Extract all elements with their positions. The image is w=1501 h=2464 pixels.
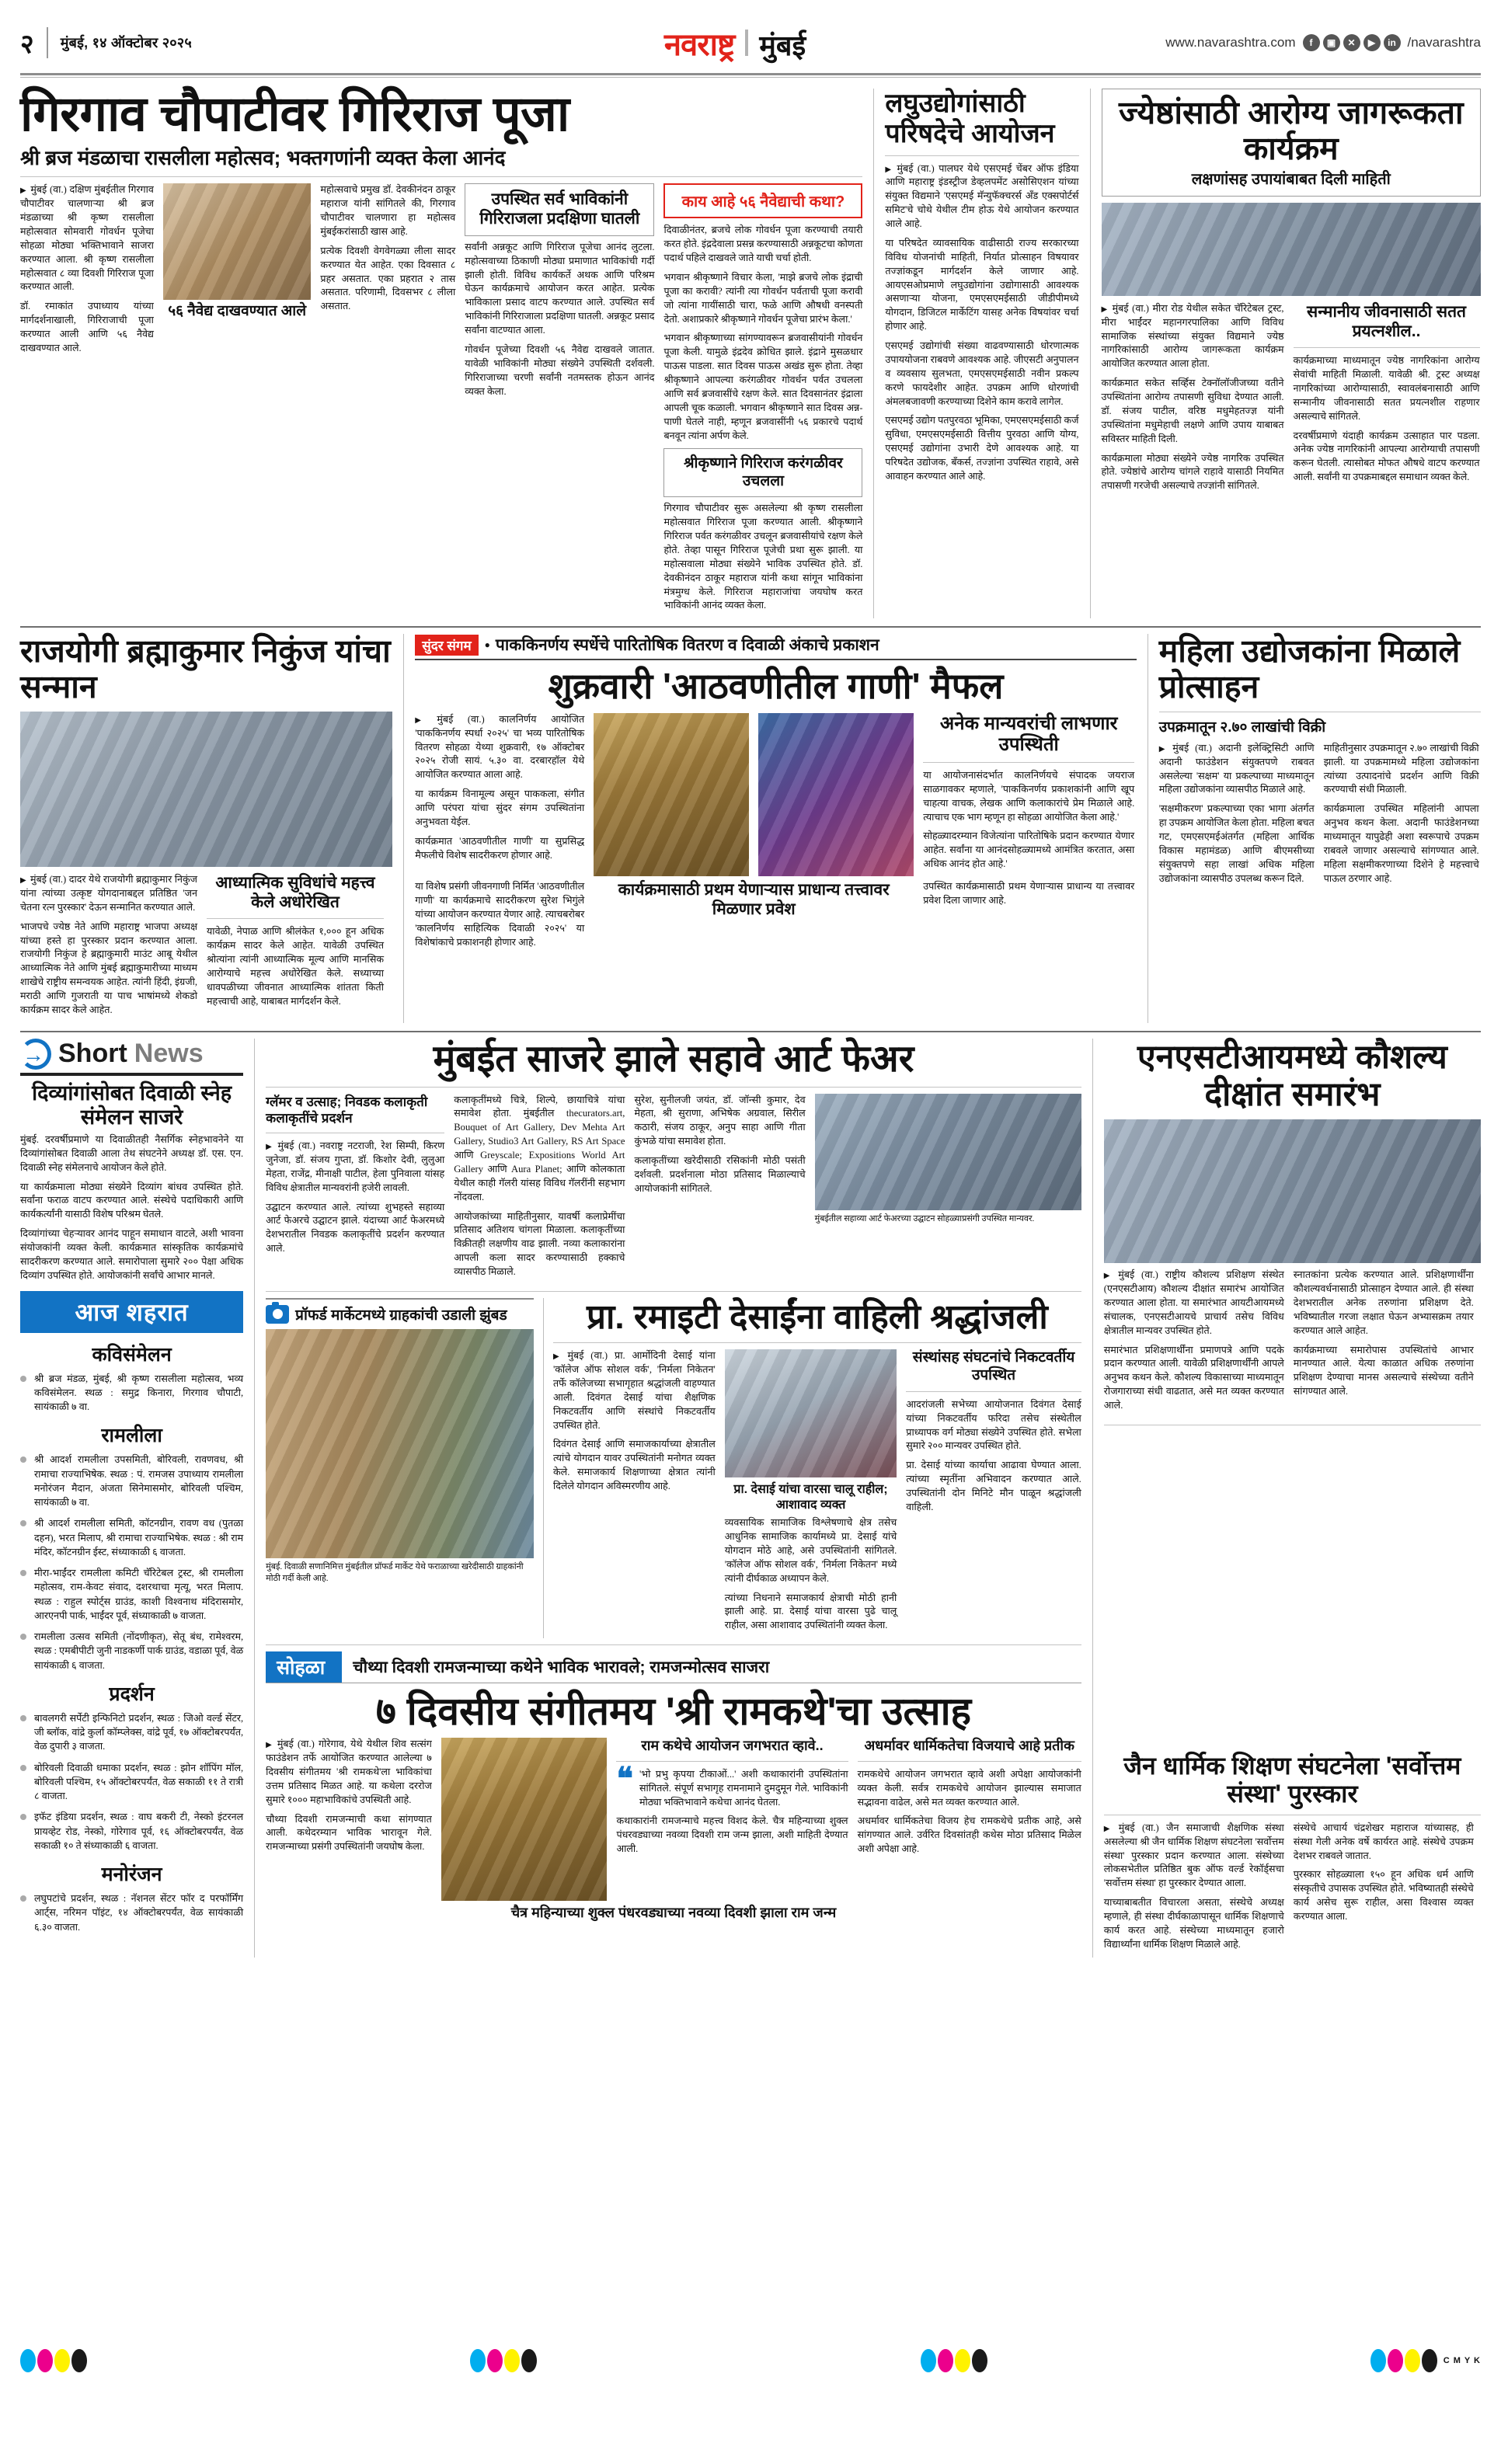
cmyk-label: C M Y K [1443,2356,1481,2365]
sohala-quote: 'भो प्रभु कृपया टीकाओं...' अशी कथाकारांनी उपस्थितांना सांगितले. संपूर्ण सभागृह रामनामाने दुमदुमून गेले. भाविकांनी मोठ्या भक्तिभावाने कथेचा आनंद घेतला. [639,1768,848,1808]
magenta-dot [1388,2349,1403,2372]
cmyk-marks-center-right [921,2349,987,2372]
sangam-headline: शुक्रवारी 'आठवणीतील गाणी' मैफल [548,666,1004,707]
sangam-paragraph: या आयोजनासंदर्भात कालनिर्णयचे संपादक जयराज साळगावकर म्हणाले, 'पाककिनर्णय प्रकाशकांनी आणि खूप चाहत्या वाचक, लेखक आणि कलाकारांचे प्रेम मिळाले आहे. त्याचाच एक भाग म्हणून हा सोहळा आयोजित केला आहे.' [923,769,1135,823]
red-box-p1: दिवाळीनंतर, ब्रजचे लोक गोवर्धन पूजा करण्याची तयारी करत होते. इंद्रदेवाला प्रसन्न करण्यासाठी अन्नकूटचा कोणता पदार्थ पहिले दाखवले जाते याची चर्चा होती. [663,224,863,264]
section-title: कविसंमेलन [92,1343,172,1366]
cmyk-marks-left [20,2349,87,2372]
health-text-right [1294,302,1480,499]
sohala-paragraph: कथाकारांनी रामजन्माचे महत्त्व विशद केले. चैत्र महिन्याच्या शुक्ल पंधरवड्याच्या नवव्या दिवशी राम जन्म झाला, अशी माहिती देण्यात आली. [616,1815,848,1855]
health-text-left [1102,302,1284,499]
box-a-body: सर्वांनी अन्नकूट आणि गिरिराज पूजेचा आनंद लुटला. महोत्सवाच्या ठिकाणी मोठ्या प्रमाणात भाविकांची गर्दी झाली होती. विविध कार्यकर्ते अथक आणि परिश्रम घेऊन कार्यक्रमाचे आयोजन करत आहेत. प्रत्येक भाविकाला प्रसाद वाटप करण्यात आले. उपस्थित सर्व भाविकांनी गिरिराजाला प्रदक्षिणा घातली. अन्नकूट प्रसाद सर्वांना वाटण्यात आला. [465,241,655,336]
sme-headline: लघुउद्योगांसाठी परिषदेचे आयोजन [885,89,1055,148]
sangam-text-1 [415,713,584,877]
sohala-kicker: चौथ्या दिवशी रामजन्माच्या कथेने भाविक भारावले; रामजन्मोत्सव साजरा [353,1658,770,1677]
footer-registration [20,2349,1481,2372]
yellow-dot [504,2349,520,2372]
sangam-text-right [923,713,1134,877]
lead-text-col-3 [320,183,455,618]
nsti-photo [1104,1119,1481,1263]
list-item: मीरा-भाईंदर रामलीला कमिटी चॅरिटेबल ट्रस्ट, श्री रामलीला महोत्सव, राम-केवट संवाद, दशरथाचा मृत्यू, भरत मिलाप. स्थळ : राहुल स्पोर्ट्स ग्राउंड, काशी विश्वनाथ मंदिरासमोर, आरएनपी पार्क, भाईंदर पूर्व, संध्याकाळी ७ वाजता. [20,1566,243,1623]
cyan-dot [470,2349,486,2372]
rajyogi-right-title: आध्यात्मिक सुविधांचे महत्त्व केले अधोरेखित [215,874,375,912]
health-story [1102,89,1481,618]
list-item: बावलगरी सर्पेटी इन्फिनिटो प्रदर्शन, स्थळ : जिओ वर्ल्ड सेंटर, जी ब्लॉक, वांद्रे कुर्ला कॉम्प्लेक्स, वांद्रे पूर्व, १७ ऑक्टोबरपर्यंत, वेळ दुपारी ३ वाजता. [20,1711,243,1754]
jain-paragraph: ▶ मुंबई (वा.) जैन समाजाची शैक्षणिक संस्था असलेल्या श्री जैन धार्मिक शिक्षण संघटनेला 'सर्वोत्तम संस्था' पुरस्कार प्रदान करण्यात आला. संस्थेच्या लोकसभेतील प्रतिष्ठित बुक ऑफ वर्ल्ड रेकॉर्ड्सचा 'सर्वोत्तम संस्था' हा पुरस्कार देण्यात आला. [1104,1822,1284,1891]
sohala-col-4 [858,1738,1081,1901]
jain-story [1104,1752,1481,1958]
lead-photo-overlay: ५६ नैवेद्य दाखवण्यात आले [168,303,307,320]
lead-box-a [465,183,654,618]
short-news-title-1: Short [58,1039,127,1069]
sohala-paragraph: रामकथेचे आयोजन जगभरात व्हावे अशी अपेक्षा आयोजकांनी व्यक्त केली. सर्वत्र रामकथेचे आयोजन झाल्यास समाजात सद्भावना वाढेल, असे मत व्यक्त करण्यात आले. [857,1768,1081,1808]
shraddhanjali-photo [725,1349,897,1477]
shraddhanjali-headline: प्रा. रमाइटी देसाईंना वाहिली श्रद्धांजली [586,1297,1048,1336]
yellow-dot [54,2349,70,2372]
box-grey-body: गिरगाव चौपाटीवर सुरू असलेल्या श्री कृष्ण रासलीला महोत्सवात गिरिराज पूजा करण्यात आली. श्रीकृष्णाने गिरिराज पर्वत करंगळीवर उचलून ब्रजवासीयांचे रक्षण केले होते. तेव्हा पासून गिरिराज पूजेची प्रथा सुरू झाली. या महोत्सवाला मोठ्या संख्येने भाविक उपस्थित होते. डॉ. देवकीनंदन ठाकूर महाराज यांनी कथा सांगून भाविकांना मंत्रमुग्ध केले. गिरिराज महाराजांचा जयघोष करत भाविकांनी आनंद व्यक्त केला. [663,503,863,611]
sme-paragraph: या परिषदेत व्यावसायिक वाढीसाठी राज्य सरकारच्या विविध योजनांची माहिती, निर्यात प्रोत्साहन विषयावर तज्ज्ञांकडून मार्गदर्शन केले जाणार आहे. आयएसओप्रमाणे लघुउद्योगांना उद्योगासाठी आवश्यक असणाऱ्या योजना, एमएसएमईसाठी जीडीपीमध्ये योगदान, डिजिटल मार्केटिंग यासह अनेक विषयांवर चर्चा होणार आहे. [885,237,1079,332]
sohala-story [266,1651,1081,1922]
black-dot [521,2349,537,2372]
column-divider [403,634,404,1023]
sangam-photo-gramophone [594,713,749,876]
list-item: श्री आदर्श रामलीला उपसमिती, बोरिवली, रावणवध, श्री रामाचा राज्याभिषेक. स्थळ : पं. रामजस उपाध्याय रामलीला मनोरंजन मैदान, अंजता सिनेमासमोर, बोरिवली पश्चिम, सायंकाळी ७ वा. [20,1453,243,1509]
rajyogi-paragraph: भाजपचे ज्येष्ठ नेते आणि महाराष्ट्र भाजपा अध्यक्ष यांच्या हस्ते हा पुरस्कार प्रदान करण्यात आला. राजयोगी निकुंज हे ब्रह्माकुमारी माउंट आबू येथील आध्यात्मिक नेते आणि मुंबई ब्रह्माकुमारीच्या माध्यम शाखेचे राष्ट्रीय समन्वयक आहेत. त्यांनी हिंदी, इंग्रजी, मराठी आणि गुजराती या पाच भाषांमध्ये शेकडो कार्यक्रम सादर केले आहेत. [20,921,197,1015]
section-items [20,1453,243,1672]
mahila-headline: महिला उद्योजकांना मिळाले प्रोत्साहन [1158,633,1461,705]
rajyogi-paragraph: यावेळी, नेपाळ आणि श्रीलंकेत १,००० हून अधिक कार्यक्रम सादर केले आहेत. यावेळी उपस्थित श्रोत्यांना त्यांनी आध्यात्मिक मूल्य आणि मानसिक आरोग्याचे महत्त्व अधोरेखित केले. सध्याच्या धावपळीच्या जीवनात आध्यात्मिक शांतता किती महत्त्वाची आहे, याबाबत मार्गदर्शन केले. [207,926,384,1007]
sangam-photo-1-block [594,713,749,877]
sangam-paragraph: या कार्यक्रम विनामूल्य असून पाककला, संगीत आणि परंपरा यांचा सुंदर संगम उपस्थितांना अनुभवता येईल. [415,788,585,827]
health-headline: ज्येष्ठांसाठी आरोग्य जागरूकता कार्यक्रम [1118,95,1464,166]
youtube-icon[interactable]: ▶ [1363,34,1381,51]
artfair-subhead: ग्लॅमर व उत्साह; निवडक कलाकृती कलाकृतींचे प्रदर्शन [266,1094,428,1126]
lead-headline: गिरगाव चौपाटीवर गिरिराज पूजा [20,87,569,141]
band-two [20,634,1481,1023]
arrow-circle-icon [20,1039,51,1070]
sohala-paragraph: ▶ मुंबई (वा.) गोरेगाव, येथे येथील शिव सत्संग फाउंडेशन तर्फे आयोजित करण्यात आलेल्या ७ दिवसीय संगीतमय 'श्री रामकथे'ला भाविकांचा उत्तम प्रतिसाद मिळत आहे. या कथेला दररोज सुमारे १००० महाभाविकांचे उपस्थिती आहे. [266,1738,432,1807]
yellow-dot [955,2349,970,2372]
header-rule-thin [20,77,1481,78]
short-news-paragraph: या कार्यक्रमाला मोठ्या संख्येने दिव्यांग बांधव उपस्थित होते. सर्वांना फराळ वाटप करण्यात आले. संस्थेचे पदाधिकारी आणि कार्यकर्त्यांनी यासाठी विशेष परिश्रम घेतले. [20,1181,244,1220]
list-item: बोरिवली दिवाळी धमाका प्रदर्शन, स्थळ : झोन शॉपिंग मॉल, बोरिवली पश्चिम, १५ ऑक्टोबरपर्यंत, वेळ सकाळी ११ ते रात्री ८ वाजता. [20,1761,243,1804]
artfair-col-2 [454,1094,625,1285]
social-links[interactable] [1303,34,1401,51]
jain-text-right [1294,1822,1474,1958]
list-item: श्री ब्रज मंडळ, मुंबई, श्री कृष्ण रासलीला महोत्सव, भव्य कविसंमेलन. स्थळ : समुद्र किनारा, गिरगाव चौपाटी, सायंकाळी ७ वा. [20,1372,243,1415]
sangam-paragraph: या विशेष प्रसंगी जीवनगाणी निर्मित 'आठवणीतील गाणी' या कार्यक्रमाचे सादरीकरण सुरेश भिगुंले यांच्या आयोजन करण्यात येणार आहे. त्याचबरोबर 'कालनिर्णय साहित्यिक दिवाळी २०२५' या विशेषांकाचे प्रकाशनही होणार आहे. [415,881,585,948]
sme-paragraph: ▶ मुंबई (वा.) पालघर येथे एसएमई चेंबर ऑफ इंडिया आणि महाराष्ट्र इंडस्ट्रीज डेव्हलपमेंट असोसिएशन यांच्या संयुक्त विद्यमाने 'एसएमई मॅन्युफॅक्चरर्स अँड एक्सपोर्टर्स समिट'चे चोथे येथील टीम होऊ येथे आयोजन करण्यात आले आहे. [885,162,1078,231]
sangam-paragraph: सोहळ्यादरम्यान विजेत्यांना पारितोषिके प्रदान करण्यात येणार आहेत. सर्वांना या आनंदसोहळ्यामध्ये आमंत्रित करतात, असा अधिक आनंद होत आहे.' [923,830,1135,870]
artfair-col-1 [266,1094,444,1285]
camera-icon [266,1305,289,1324]
lead-photo-block [163,183,311,618]
jain-paragraph: संस्थेचे आचार्य चंद्रशेखर महाराज यांच्यासह, ही संस्था गेली अनेक वर्षे कार्यरत आहे. संस्थेचे उपक्रम देशभर राबवले जातात. [1293,1822,1474,1861]
mahila-paragraph: ▶ मुंबई (वा.) अदानी इलेक्ट्रिसिटी आणि अदानी फाउंडेशन संयुक्तपणे राबवत असलेल्या 'सक्षम' या प्रकल्पाच्या माध्यमातून महिला उद्योजकांना व्यासपीठ मिळाले आहे. [1159,742,1315,798]
masthead [20,17,1481,68]
band-three [20,1039,1481,1958]
lead-paragraph: डॉ. रमाकांत उपाध्याय यांच्या मार्गदर्शनाखाली, गिरिराजाची पूजा करण्यात आली आणि ५६ नैवेद्य दाखवण्यात आले. [20,301,154,353]
magenta-dot [938,2349,953,2372]
health-photo [1102,203,1481,296]
rajyogi-photo [20,712,392,867]
rajyogi-headline: राजयोगी ब्रह्माकुमार निकुंज यांचा सन्मान [20,633,391,705]
mahila-text-left [1159,742,1315,892]
sme-story [885,89,1078,618]
artfair-paragraph: कलाकृतींच्या खरेदीसाठी रसिकांनी मोठी पसंती दर्शवली. प्रदर्शनाला मोठा प्रतिसाद मिळाल्याचे आयोजकांनी सांगितले. [634,1155,806,1194]
red-box-p3: भगवान श्रीकृष्णाच्या सांगण्यावरून ब्रजवासीयांनी गोवर्धन पूजा केली. यामुळे इंद्रदेव क्रोधित झाले. इंद्राने मुसळधार पाऊस पाडला. सात दिवस पाऊस अखंड सुरू होता. तेव्हा श्रीकृष्णाने आपल्या करंगळीवर गोवर्धन पर्वत उचलला आणि सर्व ब्रजवासींचे रक्षण केले. सात दिवसानंतर इंद्राला आपली चूक कळाली. भगवान श्रीकृष्णाने सात दिवस अन्न-पाणी घेतले नाही, म्हणून ब्रजवासींनी ५६ प्रकारचे पदार्थ बनवून त्यांना अर्पण केले. [663,332,863,441]
linkedin-icon[interactable]: in [1384,34,1401,51]
rule [858,1761,1081,1762]
sangam-paragraph: कार्यक्रमात 'आठवणीतील गाणी' या सुप्रसिद्ध मैफलीचे विशेष सादरीकरण होणार आहे. [415,835,585,861]
sangam-photo-singer [758,713,914,876]
column-divider [254,1039,255,1958]
short-news-paragraph: मुंबई. दरवर्षीप्रमाणे या दिवाळीतही नैसर्गिक स्नेहभावनेने या दिव्यांगांसोबत दिवाळी आला तेथ संघटनेने अध्यक्ष डॉ. एस. एन. दिवाळी स्नेह संमेलनाचे आयोजन केले होते. [20,1133,244,1173]
sohala-sub-left: राम कथेचे आयोजन जगभरात व्हावे.. [641,1738,824,1754]
jain-paragraph: याच्याबाबतीत विचारला असता, संस्थेचे अध्यक्ष म्हणाले, ही संस्था दीर्घकाळापासून धार्मिक शिक्षणाचे कार्य करत आहे. संस्थेच्या माध्यमातून हजारो विद्यार्थ्यांना धार्मिक शिक्षण मिळाले आहे. [1103,1897,1284,1950]
sohala-sub-right: अधर्मावर धार्मिकतेचा विजयाचे आहे प्रतीक [864,1738,1074,1754]
shraddhanjali-paragraph: आदरांजली सभेच्या आयोजनात दिवंगत देसाई यांच्या निकटवर्तीय फरिदा तसेच संस्थेतील प्राध्यापक वर्ग मोठ्या संख्येने उपस्थित होते. सभेला सुमारे २०० मान्यवर उपस्थित होते. [906,1398,1081,1452]
mahila-paragraph: कार्यक्रमाला उपस्थित महिलांनी आपला अनुभव कथन केला. अदानी फाउंडेशनच्या माध्यमातून यापुढेही अशा स्वरूपाचे उपक्रम राबवले जाणार असल्याचे सांगण्यात आले. महिला सक्षमीकरणाच्या दिशेने हे महत्त्वाचे पाऊल ठरणार आहे. [1323,803,1479,884]
shraddhanjali-subhead: प्रा. देसाई यांचा वारसा चालू राहील; आशावाद व्यक्त [733,1483,888,1512]
center-column [266,1039,1081,1958]
quote-icon: ❝ [616,1761,633,1796]
column-divider [1092,1039,1093,1958]
sangam-paragraph: ▶ मुंबई (वा.) कालनिर्णय आयोजित 'पाककिनर्णय स्पर्धा २०२५' चा भव्य पारितोषिक वितरण सोहळा येथ्या शुक्रवारी, १७ ऑक्टोबर २०२५ रोजी सायं. ५.३० वा. दरबारहॉल येथे आयोजित करण्यात आला आहे. [415,713,584,782]
box-a-title: उपस्थित सर्व भाविकांनी गिरिराजला प्रदक्षिणा घातली [479,190,640,228]
jain-headline: जैन धार्मिक शिक्षण संघटनेला 'सर्वोत्तम संस्था' पुरस्कार [1123,1751,1461,1808]
dateline: मुंबई, १४ ऑक्टोबर २०२५ [60,35,192,50]
section-items [20,1372,243,1415]
nsti-story [1104,1039,1481,1418]
artfair-col-3 [634,1094,805,1285]
shraddhanjali-paragraph: त्यांच्या निधनाने समाजकार्य क्षेत्राची मोठी हानी झाली आहे. प्रा. देसाई यांचा वारसा पुढे चालू राहील, असा आशावाद उपस्थितांनी व्यक्त केला. [724,1592,897,1631]
shraddhanjali-paragraph: प्रा. देसाई यांच्या कार्याचा आढावा घेण्यात आला. त्यांच्या स्मृतींना अभिवादन करण्यात आले. उपस्थितांनी दोन मिनिटे मौन पाळून श्रद्धांजली वाहिली. [906,1460,1081,1512]
health-right-title: सन्मानीय जीवनासाठी सतत प्रयत्नशील.. [1307,302,1467,340]
website-url[interactable]: www.navarashtra.com [1165,35,1296,50]
mahila-subhead: उपक्रमातून २.७० लाखांची विक्री [1158,719,1326,736]
lead-paragraph: प्रत्येक दिवशी वेगवेगळ्या लीला सादर करण्यात येत आहेत. एका दिवसात ८ प्रहर असतात. एका प्रहरात २ तास असतात. परिणामी, दिवसभर ८ लीला असतात. [320,245,456,312]
shraddhanjali-story [553,1298,1081,1638]
black-dot [71,2349,87,2372]
sohala-tag: सोहळा [266,1651,342,1683]
nsti-text-left [1104,1269,1284,1418]
red-box-title: काय आहे ५६ नैवेद्याची कथा? [663,183,862,218]
sangam-sub1: अनेक मान्यवरांची लाभणार उपस्थिती [939,712,1118,756]
nsti-paragraph: ▶ मुंबई (वा.) राष्ट्रीय कौशल्य प्रशिक्षण संस्थेत (एनएसटीआय) कौशल्य दीक्षांत समारंभ आयोजित करण्यात आला होता. या समारंभात आयटीआयमध्ये संचालक, एनएसटीआयचे प्राचार्य तसेच विविध क्षेत्रातील मान्यवर उपस्थित होते. [1104,1269,1284,1338]
sohala-headline: ७ दिवसीय संगीतमय 'श्री रामकथे'चा उत्साह [375,1690,972,1734]
magenta-dot [487,2349,503,2372]
brand-logo[interactable] [409,22,1061,64]
header-rule [20,73,1481,75]
health-paragraph: ▶ मुंबई (वा.) मीरा रोड येथील सकेत चॅरिटेबल ट्रस्ट, मीरा भाईंदर महानगरपालिका आणि विविध सामाजिक संस्थांच्या संयुक्त विद्यमाने ज्येष्ठ नागरिकांसाठी आरोग्य जागरूकता कार्यक्रम आयोजित करण्यात आला होता. [1102,302,1284,371]
rule [266,1291,1081,1292]
bullet-icon: ● [484,639,490,651]
column-divider [1090,89,1091,618]
sangam-sub2: कार्यक्रमासाठी प्रथम येणाऱ्यास प्राधान्य तत्त्वावर मिळणार प्रवेश [618,881,890,919]
artfair-story [266,1039,1081,1285]
right-rail [1104,1039,1481,1958]
band-divider [20,626,1481,628]
lead-subhead: श्री ब्रज मंडळाचा रासलीला महोत्सव; भक्तगणांनी व्यक्त केला आनंद [20,146,506,170]
shraddhanjali-paragraph: व्यवसायिक सामाजिक विश्लेषणाचे क्षेत्र तसेच आधुनिक सामाजिक कार्यामध्ये प्रा. देसाई यांचे योगदान मोठे आहे, असे उपस्थितांनी सांगितले. 'कॉलेज ऑफ सोशल वर्क', 'निर्मला निकेतन' मध्ये त्यांनी दीर्घकाळ अध्यापन केले. [724,1517,897,1584]
brand-name: नवराष्ट्र [663,27,735,62]
black-dot [972,2349,987,2372]
market-photo [266,1329,534,1558]
column-divider [543,1298,544,1638]
short-news-headline: दिव्यांगांसोबत दिवाळी स्नेह संमेलन साजरे [32,1081,232,1129]
market-block [266,1298,534,1638]
cmyk-marks-right [1370,2349,1481,2372]
yellow-dot [1405,2349,1420,2372]
shraddhanjali-paragraph: दिवंगत देसाई आणि समाजकार्याच्या क्षेत्रातील त्यांचे योगदान यावर उपस्थितांनी मनोगत व्यक्त केले. समाजकार्य शिक्षणाच्या क्षेत्रात त्यांनी दिलेले योगदान अविस्मरणीय आहे. [552,1439,716,1492]
band-lead [20,89,1481,618]
rule [885,155,1078,156]
artfair-paragraph: उद्घाटन करण्यात आले. त्यांच्या शुभहस्ते सहाव्या आर्ट फेअरचे उद्घाटन झाले. यंदाच्या आर्ट फेअरमध्ये देशभरातील निवडक कलाकृतींचे प्रदर्शन करण्यात आले. [266,1201,445,1255]
short-news-title-2: News [134,1039,204,1069]
instagram-icon[interactable]: ▣ [1323,34,1340,51]
masthead-right [1061,34,1481,51]
box-grey-title: श्रीकृष्णाने गिरिराज करंगळीवर उचलला [684,455,843,489]
mahila-story [1159,634,1481,1023]
x-twitter-icon[interactable]: ✕ [1343,34,1360,51]
rajyogi-story [20,634,392,1023]
column-divider [873,89,874,618]
health-paragraph: दरवर्षीप्रमाणे यंदाही कार्यक्रम उत्साहात पार पडला. अनेक ज्येष्ठ नागरिकांनी आपल्या आरोग्याची तपासणी करून घेतली. त्यासोबत मोफत औषधे वाटप करण्यात आली. सर्वांनी या उपक्रमाबद्दल समाधान व्यक्त केले. [1293,430,1480,483]
market-kicker: प्रॉफर्ड मार्केटमध्ये ग्राहकांची उडाली झुंबड [295,1307,507,1324]
shraddhanjali-photo-block [725,1349,897,1638]
rule [1294,347,1480,348]
rule [923,762,1134,763]
cmyk-marks-center [470,2349,537,2372]
band-divider [20,1031,1481,1032]
market-caption: मुंबई. दिवाळी सणानिमित्त मुंबईतील प्रॉफर्ड मार्केट येथे फराळाच्या खरेदीसाठी ग्राहकांनी मोठी गर्दी केली आहे. [266,1561,524,1583]
lead-photo [163,183,311,300]
rule [266,1087,1081,1088]
page-number: २ [20,30,34,59]
section-title: रामलीला [101,1425,162,1447]
nsti-text-right [1294,1269,1474,1418]
rule [266,1644,1081,1645]
rule [616,1761,848,1762]
masthead-left [20,25,409,61]
artfair-paragraph: सुरेश, सुनीलजी जयंत, डॉ. जॉन्सी कुमार, देव मेहता, श्री सुराणा, अभिषेक अग्रवाल, सिरील कठारी, संजय ठाकूर, अनुप साहा आणि गीता कुंभळे यांचा समावेश होता. [634,1094,806,1147]
rule [553,1342,1081,1343]
rajyogi-paragraph: ▶ मुंबई (वा.) दादर येथे राजयोगी ब्रह्माकुमार निकुंज यांना त्यांच्या उत्कृष्ट योगदानाबद्दल प्रतिष्ठित 'जन चेतना रत्न पुरस्कार' देऊन सन्मानित करण्यात आले. [20,873,197,915]
facebook-icon[interactable]: f [1303,34,1320,51]
list-item: इफॅट इंडिया प्रदर्शन, स्थळ : वाघ बकरी टी, नेस्को इंटरनल प्रायव्हेट रोड, नेस्को, गोरेगाव पूर्व, १६ ऑक्टोबरपर्यंत, वेळ सकाळी १० ते संध्याकाळी ६ वाजता. [20,1810,243,1853]
sangam-tag: सुंदर संगम [415,635,478,656]
rajyogi-text-left [20,873,197,1023]
lead-text-col-1 [20,183,154,618]
aaj-shahrat-section [20,1341,243,1934]
list-item: लघुपटांचे प्रदर्शन, स्थळ : नॅशनल सेंटर फॉर द परफॉर्मिंग आर्ट्स, नरिमन पॉइंट, १४ ऑक्टोबरपर्यंत, वेळ सायंकाळी ६.३० वाजता. [20,1892,243,1934]
shraddhanjali-col-1 [553,1349,716,1638]
lead-paragraph: गोवर्धन पूजेच्या दिवशी ५६ नैवेद्य दाखवले जातात. यावेळी भाविकांनी मोठ्या संख्येने उपस्थिती दर्शवली. गिरिराजाच्या चरणी सर्वांनी नतमस्तक होऊन आनंद व्यक्त केला. [465,343,655,397]
section-items [20,1892,243,1934]
section-title: प्रदर्शन [109,1683,155,1705]
sohala-caption: चैत्र महिन्याच्या शुक्ल पंधरवड्याच्या नवव्या दिवशी झाला राम जन्म [510,1905,837,1921]
lead-story [20,89,862,618]
nsti-paragraph: कार्यक्रमाच्या समारोपास उपस्थितांचे आभार मानण्यात आले. येत्या काळात अधिक तरुणांना प्रशिक्षण देण्याचा मानस असल्याचे संस्थेच्या वतीने सांगण्यात आले. [1293,1344,1474,1397]
red-box-p2: भगवान श्रीकृष्णाने विचार केला, 'माझे ब्रजचे लोक इंद्राची पूजा का करावी? त्यांनी त्या गोवर्धन पर्वताची पूजा करावी जो त्यांना गायींसाठी चारा, फळे आणि औषधी वनस्पती देतो. अशाप्रकारे श्रीकृष्णाने गोवर्धन पूजेचा प्रारंभ केला.' [663,271,863,325]
short-news-column [20,1039,243,1958]
health-paragraph: कार्यक्रमात सकेत सर्व्हिस टेक्नॉलॉजीजच्या वतीने उपस्थितांना आरोग्य तपासणी सुविधा देण्यात आली. डॉ. संजय पाटील, वरिष्ठ मधुमेहतज्ज्ञ यांनी उपस्थितांना मधुमेहाची लक्षणे आणि उपाय याबाबत सविस्तर माहिती दिली. [1101,378,1284,444]
rule [20,176,862,177]
sohala-col-1 [266,1738,432,1901]
mahila-paragraph: 'सक्षमीकरण' प्रकल्पाच्या एका भागा अंतर्गत हा उपक्रम आयोजित केला होता. महिला बचत गट, एमएसएमईअंतर्गत (महिला आर्थिक विकास महामंडळ) आणि बीएमसीच्या संयुक्तपणे सहा लाखां अधिक महिला उद्योजकांना व्यासपीठ उपलब्ध करून दिले. [1158,803,1315,884]
artfair-paragraph: ▶ मुंबई (वा.) नवराष्ट्र नटराजी, रेश सिम्पी, किरण जुनेजा, डॉ. संजय गुप्ता, डॉ. किशोर देवी, लुलुआ मेहता, राजेंद्र, मीनाक्षी पाटील, हेला पुनिवाला यांसह विविध क्षेत्रातील मान्यवरांनी हजेरी लावली. [266,1140,444,1195]
list-item: श्री आदर्श रामलीला समिती, कॉटनग्रीन, रावण वध (पुतळा दहन), भरत मिलाप, श्री रामाचा राज्याभिषेक. स्थळ : श्री राम मंदिर, कॉटनग्रीन ईस्ट, संध्याकाळी ६ वाजता. [20,1516,243,1559]
sohala-paragraph: चौथ्या दिवशी रामजन्माची कथा सांगण्यात आली. कथेदरम्यान भाविक भारावून गेले. रामजन्माच्या प्रसंगी उपस्थितांनी जयघोष केला. [266,1813,432,1853]
artfair-caption: मुंबईतील सहाव्या आर्ट फेअरच्या उद्घाटन सोहळ्याप्रसंगी उपस्थित मान्यवर. [814,1213,1035,1223]
sangam-paragraph: उपस्थित कार्यक्रमासाठी प्रथम येणाऱ्यास प्राधान्य या तत्त्वावर प्रवेश दिला जाणार आहे. [923,881,1135,906]
shraddhanjali-col-3 [906,1349,1081,1638]
section-items [20,1711,243,1853]
nsti-paragraph: समारंभात प्रशिक्षणार्थींना प्रमाणपत्रे आणि पदके प्रदान करण्यात आली. यावेळी प्रशिक्षणार्थींनी आपले अनुभव कथन केले. कौशल्य विकासाच्या माध्यमातून रोजगाराच्या संधी वाढतात, असे मत व्यक्त करण्यात आले. [1103,1344,1284,1411]
sangam-text-right-2 [923,880,1134,955]
artfair-paragraph: आयोजकांच्या माहितीनुसार, यावर्षी कलाप्रेमींचा प्रतिसाद अतिशय चांगला मिळाला. कलाकृतींच्या विक्रीतही लक्षणीय वाढ झाली. नव्या कलाकारांना आपली कला सादर करण्यासाठी हक्काचे व्यासपीठ मिळाले. [454,1210,625,1278]
artfair-photo [815,1094,1081,1210]
cmyk-dots [1370,2349,1437,2372]
health-subhead: लक्षणांसह उपायांबाबत दिली माहिती [1191,170,1391,188]
sohala-col-3 [616,1738,848,1901]
sohala-photo [441,1738,608,1901]
list-item: रामलीला उत्सव समिती (नोंदणीकृत), सेतू बंध, रामेश्वरम, स्थळ : एमबीपीटी जुनी नाडकर्णी पार्क ग्राउंड, वडाळा पूर्व, वेळ सायंकाळी ६ वाजता. [20,1630,243,1672]
jain-text-left [1104,1822,1284,1958]
sohala-photo-block [441,1738,608,1901]
cyan-dot [20,2349,36,2372]
aaj-shahrat-banner: आज शहरात [20,1291,243,1333]
jain-paragraph: पुरस्कार सोहळ्याला १५० हून अधिक धर्म आणि संस्कृतीचे उपासक उपस्थित होते. भविष्यातही संस्थेचे कार्य असेच सुरू राहील, असा विश्वास व्यक्त करण्यात आला. [1293,1869,1474,1923]
sangam-kicker-row [415,634,1136,660]
nsti-headline: एनएसटीआयमध्ये कौशल्य दीक्षांत समारंभ [1137,1038,1447,1113]
sangam-text-2 [415,880,584,955]
artfair-photo-block [815,1094,1081,1285]
sangam-story [415,634,1136,1023]
mahila-text-right [1324,742,1479,892]
magenta-dot [37,2349,53,2372]
lead-paragraph: महोत्सवाचे प्रमुख डॉ. देवकीनंदन ठाकूर महाराज यांनी सांगितले की, गिरगाव चौपाटीवर चालणारा हा महोत्सव मुंबईकरांसाठी खास आहे. [320,184,456,237]
cyan-dot [921,2349,936,2372]
health-paragraph: कार्यक्रमाला मोठ्या संख्येने ज्येष्ठ नागरिक उपस्थित होते. ज्येष्ठांचे आरोग्य चांगले राहावे यासाठी नियमित तपासणी गरजेची असल्याचे तज्ज्ञांनी सांगितले. [1101,452,1284,492]
artfair-headline: मुंबईत साजरे झाले सहावे आर्ट फेअर [433,1038,914,1080]
shraddhanjali-right-title: संस्थांसह संघटनांचे निकटवर्तीय उपस्थित [912,1349,1075,1384]
edition-name: मुंबई [759,29,806,61]
nsti-paragraph: स्नातकांना प्रत्येक करण्यात आले. प्रशिक्षणार्थींना कौशल्यवर्धनासाठी प्रोत्साहन देण्यात आले. ही संस्था देशभरातील अनेक तरुणांना प्रशिक्षण देते. भविष्यातील गरजा लक्षात घेऊन अभ्यासक्रम तयार करण्यात आले आहेत. [1293,1269,1474,1336]
rule [906,1391,1081,1392]
sangam-kicker-text: पाककिनर्णय स्पर्धेचे पारितोषिक वितरण व दिवाळी अंकाचे प्रकाशन [495,636,879,655]
short-news-paragraph: दिव्यांगांच्या चेहऱ्यावर आनंद पाहून समाधान वाटले, अशी भावना संयोजकांनी व्यक्त केली. कार्यक्रमात सांस्कृतिक कार्यक्रमांचे सादरीकरण करण्यात आले. समारोपाला सुमारे २०० पेक्षा अधिक दिव्यांग उपस्थित होते. आयोजकांनी सर्वांचे आभार मानले. [20,1228,244,1281]
brand-divider [745,30,748,56]
artfair-paragraph: कलाकृतींमध्ये चित्रे, शिल्पे, छायाचित्रे यांचा समावेश होता. मुंबईतील thecurators.art, Bouquet of Art Gallery, Dev Mehta Art Gallery, Studio3 Art Gallery, RS Art Space आणि Greyscale; Expositions World Art Gallery आणि Aura Planet; आणि कोलकाता येथील काही गॅलरी यांसह विविध गॅलरींनी सहभाग नोंदवला. [454,1094,625,1202]
sohala-paragraph: अधर्मावर धार्मिकतेचा विजय हेच रामकथेचे प्रतीक आहे, असे सांगण्यात आले. उर्वरित दिवसांतही कथेस मोठा प्रतिसाद मिळेल अशी अपेक्षा आहे. [857,1815,1081,1855]
rule [207,918,384,919]
sangam-sub2-block [594,880,914,955]
shraddhanjali-paragraph: ▶ मुंबई (वा.) प्रा. आर्मोदिनी देसाई यांना 'कॉलेज ऑफ सोशल वर्क', 'निर्मला निकेतन' तर्फे कॉलेजच्या सभागृहात श्रद्धांजली वाहण्यात आली. दिवंगत देसाई यांचा शैक्षणिक निकटवर्तीय आणि संस्थांचे निकटवर्तीय उपस्थित होते. [553,1349,716,1432]
sangam-photo-2-block [758,713,914,877]
lead-box-red [663,183,862,618]
short-news-header [20,1039,243,1076]
mahila-paragraph: माहितीनुसार उपक्रमातून २.७० लाखांची विक्री झाली. या उपक्रमामध्ये महिला उद्योजकांना त्यांच्या उत्पादनांचे प्रदर्शन आणि विक्री करण्याची संधी मिळाली. [1323,742,1479,795]
social-handle: /navarashtra [1407,35,1481,50]
rajyogi-text-right [207,873,384,1023]
section-title: मनोरंजन [101,1864,162,1886]
sme-paragraph: एसएमई उद्योगांची संख्या वाढवण्यासाठी धोरणात्मक उपाययोजना राबवणे आवश्यक आहे. जीएसटी अनुपालन व व्यवसाय सुलभता, एमएसएमईसाठी नवीन प्रकल्प करणे फायदेशीर आहेत. उपक्रम आणि धोरणांची अंमलबजावणी करण्याच्या दिशेने काम करावे लागेल. [885,340,1079,407]
black-dot [1422,2349,1437,2372]
cyan-dot [1370,2349,1386,2372]
lead-paragraph: ▶ मुंबई (वा.) दक्षिण मुंबईतील गिरगाव चौपाटीवर चालणाऱ्या श्री ब्रज मंडळाच्या श्री कृष्ण रासलीला महोत्सवात सोमवारी गोवर्धन पूजेचा सोहळा मोठ्या भक्तिभावाने साजरा करण्यात आला. श्री कृष्ण रासलीला महोत्सवात ८ व्या दिवशी गिरिराज पूजा करण्यात आली. [20,183,154,294]
health-paragraph: कार्यक्रमाच्या माध्यमातून ज्येष्ठ नागरिकांना आरोग्य सेवांची माहिती मिळाली. यावेळी श्री. ट्रस्ट अध्यक्ष नागरिकांच्या आरोग्यासाठी, स्वावलंबनासाठी आणि सन्मानीय जीवनासाठी सतत प्रयत्नशील राहणार असल्याचे सांगितले. [1293,355,1480,422]
sme-paragraph: एसएमई उद्योग पतपुरवठा भूमिका, एमएसएमईसाठी कर्ज सुविधा, एमएसएमईसाठी वित्तीय पुरवठा आणि योग्य, एसएमई उद्योगांना उभारी देणे आवश्यक आहे. या परिषदेत उद्योजक, बँकर्स, तज्ज्ञांना उपस्थित राहावे, असे आवाहन करण्यात आले आहे. [885,415,1079,482]
